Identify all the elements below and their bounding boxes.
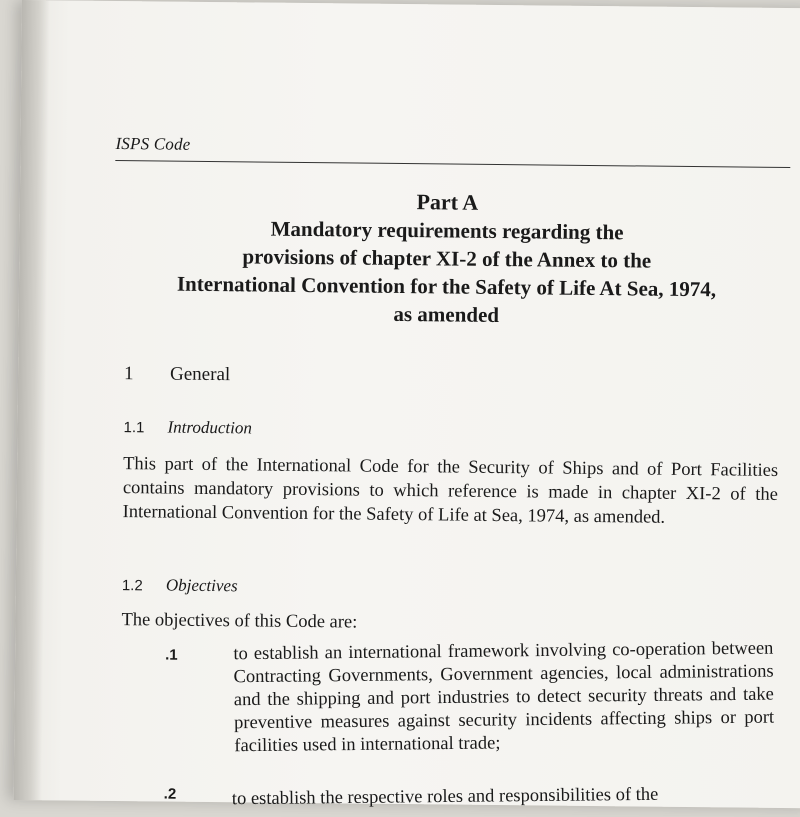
subsection-title: Objectives [165,575,238,596]
part-title: Part A [416,189,479,215]
subsection-heading-objectives [122,575,238,596]
part-heading [119,185,775,332]
header-rule [115,160,790,168]
heading-line: as amended [393,301,500,328]
subsection-title: Introduction [167,417,253,438]
heading-line: International Convention for the Safety of Life At Sea, 1974, [176,271,717,302]
running-head: ISPS Code [115,133,191,154]
document-page [14,0,800,808]
objectives-lead: The objectives of this Code are: [121,610,358,633]
section-heading-general [124,363,230,386]
list-item-number: .2 [163,785,177,803]
subsection-number: 1.1 [123,419,145,437]
list-item: to establish the respective roles and responsibilities of the [231,784,659,810]
list-item-number: .1 [165,646,178,664]
section-title: General [169,363,231,386]
introduction-paragraph: This part of the International Code for the Security of Ships and of Port Facilities contains mandatory provisions to which reference is made in chapter XI-2 of the International Convention for the Safety of Life at Sea, 1974, as amended. [122,454,779,528]
page-edge-shadow [14,0,50,800]
section-number: 1 [123,363,134,385]
subsection-heading-introduction [123,417,252,438]
list-item: to establish an international framework involving co-operation between Contracting Governments, Government agencies, local administrations and the shipping and port industries to detect security threats and take preventive measures against security incidents affecting ships or port facilities used in international trade; [233,638,775,757]
subsection-number: 1.2 [121,577,143,595]
heading-line: Mandatory requirements regarding the [270,216,624,245]
heading-line: provisions of chapter XI-2 of the Annex to the [242,244,652,273]
